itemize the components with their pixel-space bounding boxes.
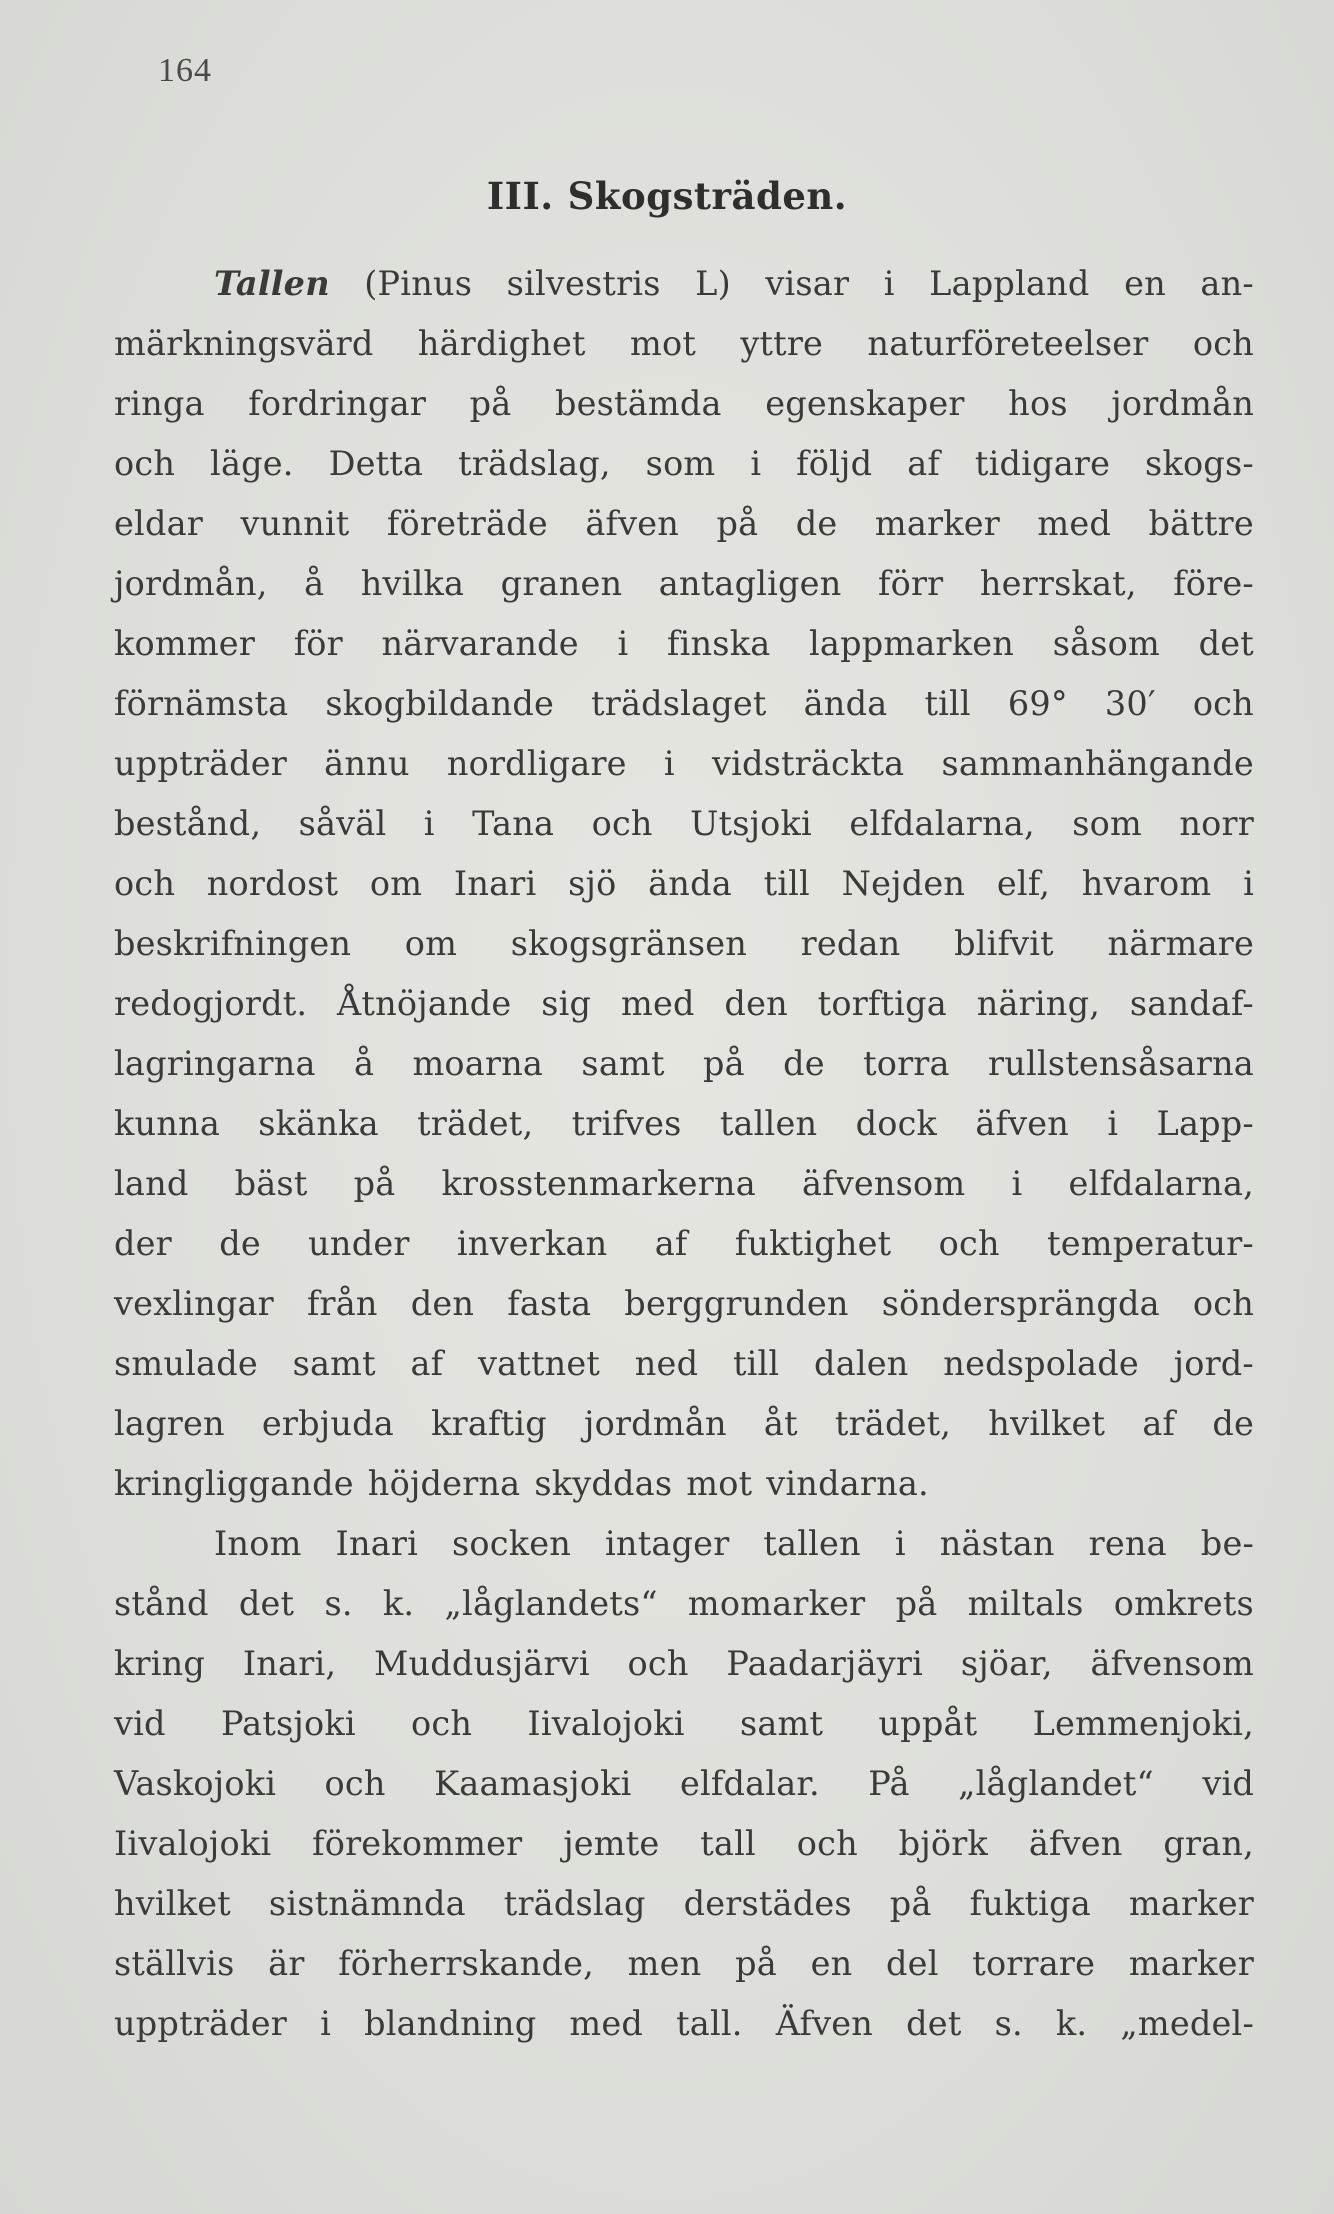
word: Äfven	[775, 2004, 874, 2043]
word: naturföreteelser	[867, 324, 1149, 363]
word: 30′	[1104, 684, 1156, 723]
word: lagren	[114, 1404, 225, 1443]
word: lagringarna	[114, 1044, 316, 1083]
word: Lapp-	[1156, 1104, 1254, 1143]
word: eldar	[114, 504, 203, 543]
text-line	[114, 1154, 1254, 1214]
word: skyddas	[534, 1464, 673, 1503]
word: trädet,	[834, 1404, 952, 1443]
word: vexlingar	[114, 1284, 274, 1323]
word: å	[304, 564, 325, 603]
word: Detta	[328, 444, 424, 483]
section-numeral: III.	[486, 174, 554, 218]
word: äfvensom	[1090, 1644, 1254, 1683]
word: men	[627, 1944, 702, 1983]
word: bestånd,	[114, 804, 262, 843]
page-number: 164	[158, 52, 212, 89]
word: elfdalarna,	[1068, 1164, 1254, 1203]
word: gran,	[1163, 1824, 1254, 1863]
word: egenskaper	[765, 384, 965, 423]
text-line	[114, 1574, 1254, 1634]
word: af	[654, 1224, 688, 1263]
word: elfdalarna,	[849, 804, 1035, 843]
word: uppträder	[114, 744, 287, 783]
word: som	[645, 444, 716, 483]
word: i	[423, 804, 435, 843]
word: vidsträckta	[711, 744, 905, 783]
word: ned	[634, 1344, 699, 1383]
text-line	[114, 1814, 1254, 1874]
word: visar	[765, 264, 850, 303]
word: redan	[800, 924, 901, 963]
word: k.	[1055, 2004, 1088, 2043]
word: trifves	[571, 1104, 682, 1143]
word: på	[702, 1044, 745, 1083]
word: och	[591, 804, 653, 843]
word: momarker	[687, 1584, 866, 1623]
word: Iivalojoki	[527, 1704, 685, 1743]
word: och	[796, 1824, 858, 1863]
word: Inari	[453, 864, 537, 903]
word: af	[410, 1344, 444, 1383]
word: moarna	[412, 1044, 544, 1083]
word: det	[906, 2004, 962, 2043]
word: be-	[1200, 1524, 1254, 1563]
word: torra	[863, 1044, 950, 1083]
word: redogjordt.	[114, 984, 308, 1023]
word: temperatur-	[1047, 1224, 1254, 1263]
word: uppträder	[114, 2004, 287, 2043]
word: de	[783, 1044, 825, 1083]
text-line	[114, 974, 1254, 1034]
word: k.	[382, 1584, 415, 1623]
word: såsom	[1052, 624, 1160, 663]
word: Inom	[214, 1524, 302, 1563]
word: af	[1142, 1404, 1176, 1443]
word: vattnet	[477, 1344, 601, 1383]
word: Iivalojoki	[114, 1824, 272, 1863]
word: elfdalar.	[679, 1764, 820, 1803]
word: hvilket	[114, 1884, 231, 1923]
word: Tana	[472, 804, 555, 843]
word: s.	[324, 1584, 353, 1623]
text-line	[114, 854, 1254, 914]
word: fuktiga	[969, 1884, 1091, 1923]
word: är	[268, 1944, 305, 1983]
word: „låglandet“	[958, 1764, 1154, 1803]
word: och	[114, 444, 176, 483]
word: och	[1192, 684, 1254, 723]
word: torftiga	[817, 984, 947, 1023]
word: tallen	[763, 1524, 861, 1563]
word: lappmarken	[809, 624, 1015, 663]
word: omkrets	[1113, 1584, 1254, 1623]
word: sjöar,	[960, 1644, 1053, 1683]
word: hos	[1008, 384, 1068, 423]
word: och	[938, 1224, 1000, 1263]
word: och	[411, 1704, 473, 1743]
word: s.	[994, 2004, 1023, 2043]
word: trädet,	[417, 1104, 534, 1143]
word: och	[1192, 324, 1254, 363]
word: silvestris	[506, 264, 661, 303]
word: härdighet	[417, 324, 586, 363]
word: torrare	[972, 1944, 1096, 1983]
word: ringa	[114, 384, 205, 423]
word: (Pinus	[364, 264, 473, 303]
word: om	[369, 864, 423, 903]
word: dalen	[814, 1344, 909, 1383]
word: sig	[541, 984, 592, 1023]
word: samt	[581, 1044, 665, 1083]
word: till	[763, 864, 810, 903]
word: och	[114, 864, 176, 903]
word: antagligen	[658, 564, 842, 603]
word: tidigare	[974, 444, 1111, 483]
word: jord-	[1173, 1344, 1254, 1383]
word: med	[569, 2004, 644, 2043]
body-text	[114, 254, 1254, 2054]
word: mot	[686, 1464, 753, 1503]
word: i	[1011, 1164, 1023, 1203]
word: å	[353, 1044, 375, 1083]
word: höjderna	[367, 1464, 521, 1503]
word: nästan	[939, 1524, 1055, 1563]
word: beskrifningen	[114, 924, 352, 963]
word: äfven	[1028, 1824, 1123, 1863]
text-line	[114, 674, 1254, 734]
text-line	[114, 1214, 1254, 1274]
text-line	[114, 1394, 1254, 1454]
word: jordmån	[584, 1404, 727, 1443]
word: bäst	[234, 1164, 308, 1203]
word: dock	[855, 1104, 938, 1143]
word: Nejden	[841, 864, 966, 903]
word: skogs-	[1145, 444, 1254, 483]
text-line	[114, 374, 1254, 434]
word: tall.	[676, 2004, 743, 2043]
word: trädslag	[503, 1884, 646, 1923]
word: L)	[695, 264, 731, 303]
word: en	[1124, 264, 1166, 303]
word: hvilka	[360, 564, 465, 603]
word: miltals	[967, 1584, 1084, 1623]
word: söndersprängda	[881, 1284, 1160, 1323]
word: förr	[877, 564, 944, 603]
word: de	[219, 1224, 261, 1263]
text-line	[114, 1454, 1254, 1514]
text-line	[114, 1514, 1254, 1574]
word: hvarom	[1081, 864, 1212, 903]
word: Lappland	[929, 264, 1090, 303]
word: stånd	[114, 1584, 209, 1623]
word: från	[306, 1284, 378, 1323]
word: närvarande	[381, 624, 579, 663]
word: med	[620, 984, 695, 1023]
word: och	[1192, 1284, 1254, 1323]
word: om	[404, 924, 458, 963]
word: i	[1107, 1104, 1119, 1143]
word: yttre	[740, 324, 824, 363]
word: 69°	[1007, 684, 1068, 723]
word: Inari,	[242, 1644, 337, 1683]
word: På	[868, 1764, 910, 1803]
word: ställvis	[114, 1944, 235, 1983]
word: nedspolade	[943, 1344, 1139, 1383]
word: del	[886, 1944, 939, 1983]
word: de	[795, 504, 838, 543]
word: ända	[648, 864, 732, 903]
text-line	[114, 1994, 1254, 2054]
word: i	[750, 444, 762, 483]
word: fuktighet	[734, 1224, 892, 1263]
word: rena	[1088, 1524, 1167, 1563]
word: före-	[1173, 564, 1254, 603]
word: erbjuda	[261, 1404, 394, 1443]
text-line	[114, 1334, 1254, 1394]
word: rullstensåsarna	[988, 1044, 1254, 1083]
word: krosstenmarkerna	[441, 1164, 756, 1203]
text-line	[114, 434, 1254, 494]
word: fordringar	[248, 384, 427, 423]
word: vid	[114, 1704, 166, 1743]
word: läge.	[210, 444, 294, 483]
word: finska	[667, 624, 771, 663]
word: det	[238, 1584, 295, 1623]
text-line	[114, 254, 1254, 314]
word: mot	[630, 324, 697, 363]
word: på	[889, 1884, 932, 1923]
word: Lemmenjoki,	[1032, 1704, 1254, 1743]
word: på	[353, 1164, 396, 1203]
word: jemte	[563, 1824, 660, 1863]
word: märkningsvärd	[114, 324, 374, 363]
section-title: Skogsträden.	[567, 174, 848, 218]
text-line	[114, 914, 1254, 974]
word: marker	[1128, 1884, 1254, 1923]
word: elf,	[996, 864, 1051, 903]
word: Paadarjäyri	[726, 1644, 924, 1683]
word: samt	[292, 1344, 376, 1383]
word: herrskat,	[979, 564, 1137, 603]
word: blifvit	[954, 924, 1054, 963]
word: näring,	[976, 984, 1101, 1023]
word: i	[1243, 864, 1254, 903]
word: vindarna.	[766, 1464, 929, 1503]
word: uppåt	[878, 1704, 978, 1743]
word: på	[469, 384, 512, 423]
word: norr	[1179, 804, 1254, 843]
word: i	[883, 264, 895, 303]
word: „medel-	[1120, 2004, 1254, 2043]
word: der	[114, 1224, 172, 1263]
text-line	[114, 1874, 1254, 1934]
word: som	[1072, 804, 1142, 843]
word: företräde	[386, 504, 548, 543]
section-heading	[0, 174, 1334, 218]
text-line	[114, 1274, 1254, 1334]
word: trädslaget	[591, 684, 767, 723]
word: den	[410, 1284, 475, 1323]
word: en	[810, 1944, 853, 1983]
text-line	[114, 614, 1254, 674]
word: tall	[700, 1824, 756, 1863]
word: skogbildande	[325, 684, 555, 723]
word: de	[1212, 1404, 1254, 1443]
word: björk	[898, 1824, 988, 1863]
word: af	[907, 444, 940, 483]
word: kring	[114, 1644, 206, 1683]
word: i	[320, 2004, 331, 2043]
word: ända	[803, 684, 888, 723]
word: skogsgränsen	[510, 924, 748, 963]
word: trädslag,	[458, 444, 611, 483]
word: förnämsta	[114, 684, 289, 723]
word: Inari	[335, 1524, 419, 1563]
word: Muddusjärvi	[373, 1644, 590, 1683]
word: och	[627, 1644, 689, 1683]
word: Kaamasjoki	[434, 1764, 632, 1803]
word: förherrskande,	[338, 1944, 594, 1983]
word: på	[735, 1944, 777, 1983]
word: vid	[1202, 1764, 1254, 1803]
word: vunnit	[240, 504, 350, 543]
word: såväl	[298, 804, 387, 843]
word: fasta	[507, 1284, 592, 1323]
word: sistnämnda	[268, 1884, 466, 1923]
word: närmare	[1107, 924, 1254, 963]
word: skänka	[258, 1104, 379, 1143]
word: bättre	[1148, 504, 1254, 543]
word: marker	[1128, 1944, 1254, 1983]
word: den	[724, 984, 788, 1023]
word: jordmån,	[114, 564, 268, 603]
word: nordligare	[446, 744, 627, 783]
text-line	[114, 734, 1254, 794]
word: granen	[500, 564, 623, 603]
word: i	[894, 1524, 906, 1563]
text-line	[114, 494, 1254, 554]
word: sammanhängande	[941, 744, 1254, 783]
word: äfven	[585, 504, 680, 543]
text-line	[114, 794, 1254, 854]
word: land	[114, 1164, 189, 1203]
word: i	[663, 744, 675, 783]
word: tallen	[719, 1104, 818, 1143]
word: marker	[874, 504, 1000, 543]
text-line	[114, 1694, 1254, 1754]
word: till	[732, 1344, 780, 1383]
word: sjö	[568, 864, 617, 903]
emphasized-word: Tallen	[214, 264, 330, 303]
word: på	[895, 1584, 938, 1623]
word: socken	[452, 1524, 572, 1563]
word: det	[1198, 624, 1254, 663]
word: följd	[796, 444, 873, 483]
word: an-	[1200, 264, 1254, 303]
word: nordost	[206, 864, 339, 903]
word: för	[293, 624, 343, 663]
word: äfvensom	[801, 1164, 966, 1203]
word: Vaskojoki	[114, 1764, 277, 1803]
word: till	[924, 684, 971, 723]
word: förekommer	[312, 1824, 523, 1863]
word: „låglandets“	[444, 1584, 658, 1623]
word: åt	[763, 1404, 798, 1443]
word: berggrunden	[624, 1284, 849, 1323]
word: under	[308, 1224, 410, 1263]
word: inverkan	[456, 1224, 608, 1263]
text-line	[114, 1754, 1254, 1814]
text-line	[114, 554, 1254, 614]
word: hvilket	[988, 1404, 1106, 1443]
word: smulade	[114, 1344, 258, 1383]
word: jordmån	[1111, 384, 1254, 423]
word: samt	[739, 1704, 824, 1743]
text-line	[114, 314, 1254, 374]
text-line	[114, 1934, 1254, 1994]
word: derstädes	[683, 1884, 852, 1923]
word: kraftig	[431, 1404, 547, 1443]
text-line	[114, 1034, 1254, 1094]
word: blandning	[364, 2004, 537, 2043]
word: kommer	[114, 624, 256, 663]
word: Åtnöjande	[337, 984, 512, 1023]
word: och	[324, 1764, 386, 1803]
word: i	[617, 624, 629, 663]
text-line	[114, 1094, 1254, 1154]
word: ännu	[324, 744, 410, 783]
word: sandaf-	[1129, 984, 1254, 1023]
word: kunna	[114, 1104, 220, 1143]
word: Utsjoki	[690, 804, 812, 843]
word: äfven	[975, 1104, 1070, 1143]
word: på	[716, 504, 759, 543]
word: Patsjoki	[220, 1704, 356, 1743]
word: med	[1037, 504, 1112, 543]
word: bestämda	[554, 384, 722, 423]
word: kringliggande	[114, 1464, 354, 1503]
word: intager	[605, 1524, 730, 1563]
text-line	[114, 1634, 1254, 1694]
